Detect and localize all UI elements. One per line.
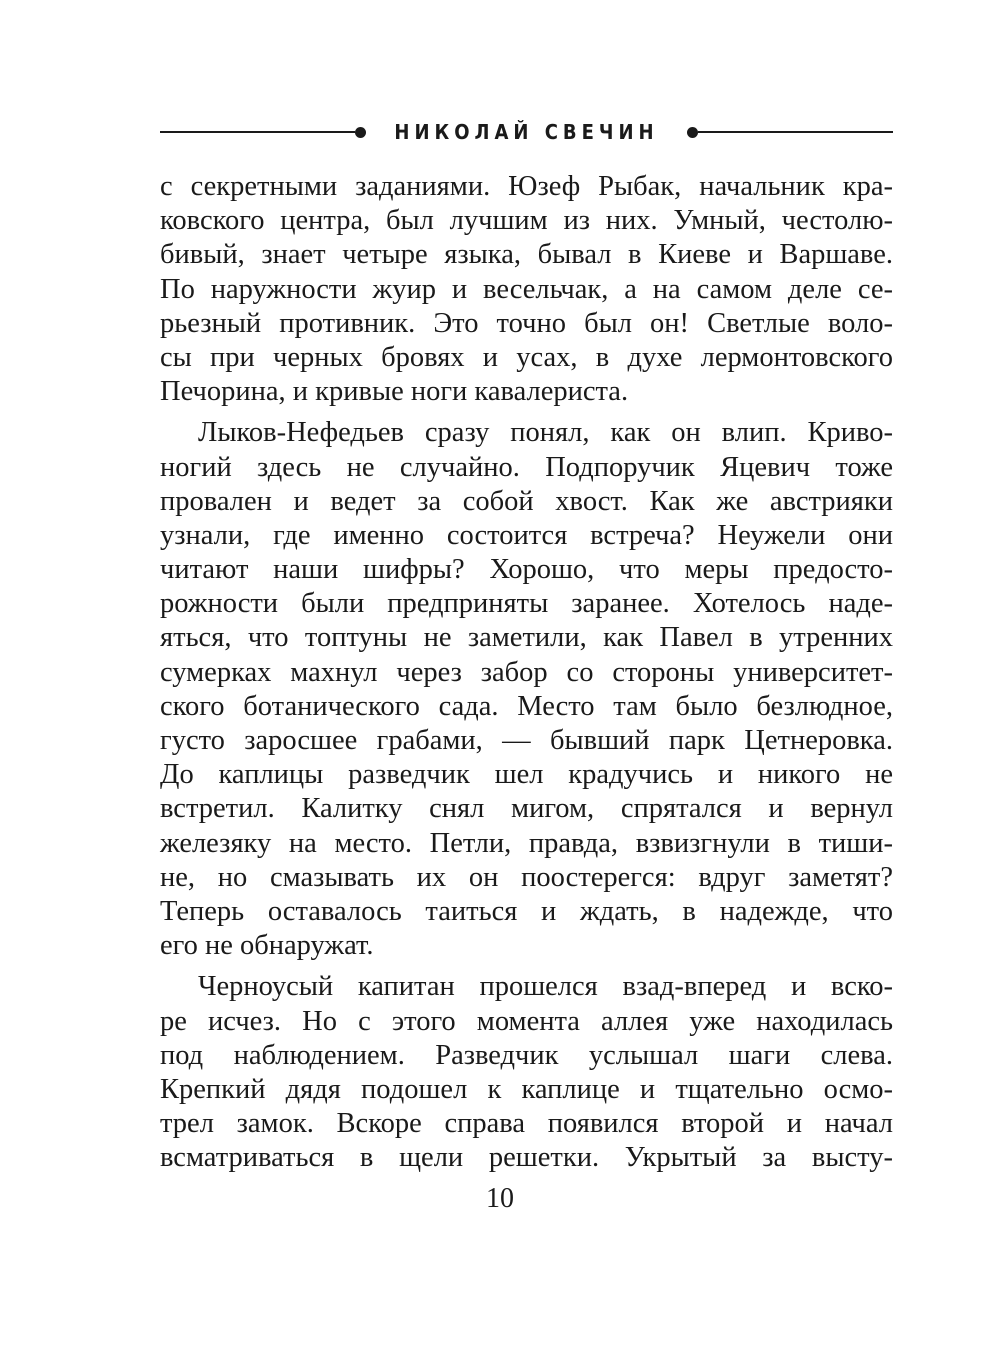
running-header xyxy=(160,112,893,152)
text-line: яться, что топтуны не заметили, как Павел в утренних xyxy=(160,622,893,654)
text-line: ковского центра, был лучшим из них. Умный, честолю- xyxy=(160,205,893,237)
text-line: узнали, где именно состоится встреча? Неужели они xyxy=(160,519,893,551)
text-line: ногий здесь не случайно. Подпоручик Яцевич тоже xyxy=(160,451,893,483)
text-line: под наблюдением. Разведчик услышал шаги слева. xyxy=(160,1039,893,1071)
text-line: Крепкий дядя подошел к каплице и тщательно осмо- xyxy=(160,1073,893,1105)
page-number: 10 xyxy=(486,1183,514,1214)
header-rule-right xyxy=(698,131,893,133)
body-text xyxy=(160,170,893,1175)
paragraph-2 xyxy=(160,416,893,963)
text-line: сумерках махнул через забор со стороны университет- xyxy=(160,656,893,688)
text-line: Черноусый капитан прошелся взад-вперед и вско- xyxy=(198,971,893,1003)
text-line: ре исчез. Но с этого момента аллея уже находилась xyxy=(160,1005,893,1037)
text-line: Печорина, и кривые ноги кавалериста. xyxy=(160,376,629,408)
text-line: встретил. Калитку снял мигом, спрятался и вернул xyxy=(160,793,893,825)
text-line: густо заросшее грабами, — бывший парк Цетнеровка. xyxy=(160,725,893,756)
text-line: рожности были предприняты заранее. Хотелось наде- xyxy=(160,588,893,620)
text-line: трел замок. Вскоре справа появился второй и начал xyxy=(160,1108,893,1140)
text-line: провален и ведет за собой хвост. Как же австрияки xyxy=(160,485,893,517)
text-line: его не обнаружат. xyxy=(160,930,374,962)
text-line: не, но смазывать их он поостерегся: вдруг заметят? xyxy=(160,861,893,893)
text-line: с секретными заданиями. Юзеф Рыбак, начальник кра- xyxy=(160,171,893,202)
text-line: железяку на место. Петли, правда, взвизгнули в тиши- xyxy=(160,827,893,859)
author-name: НИКОЛАЙ СВЕЧИН xyxy=(394,120,659,144)
paragraph-3 xyxy=(160,970,893,1175)
text-line: бивый, знает четыре языка, бывал в Киеве и Варшаве. xyxy=(160,239,893,271)
text-line: ского ботанического сада. Место там было безлюдное, xyxy=(160,690,893,722)
text-line: Теперь оставалось таиться и ждать, в надежде, что xyxy=(160,895,893,927)
text-line: По наружности жуир и весельчак, а на самом деле се- xyxy=(160,273,893,305)
header-rule-left xyxy=(160,131,355,133)
text-line: читают наши шифры? Хорошо, что меры предосто- xyxy=(160,554,893,586)
text-line: сы при черных бровях и усах, в духе лермонтовского xyxy=(160,341,893,373)
text-line: До каплицы разведчик шел крадучись и никого не xyxy=(160,759,893,791)
header-dot-left xyxy=(355,127,366,138)
paragraph-1 xyxy=(160,170,893,409)
header-dot-right xyxy=(687,127,698,138)
text-line: всматриваться в щели решетки. Укрытый за высту- xyxy=(160,1142,893,1174)
text-line: рьезный противник. Это точно был он! Светлые воло- xyxy=(160,307,893,339)
text-line: Лыков-Нефедьев сразу понял, как он влип. Криво- xyxy=(198,417,893,449)
